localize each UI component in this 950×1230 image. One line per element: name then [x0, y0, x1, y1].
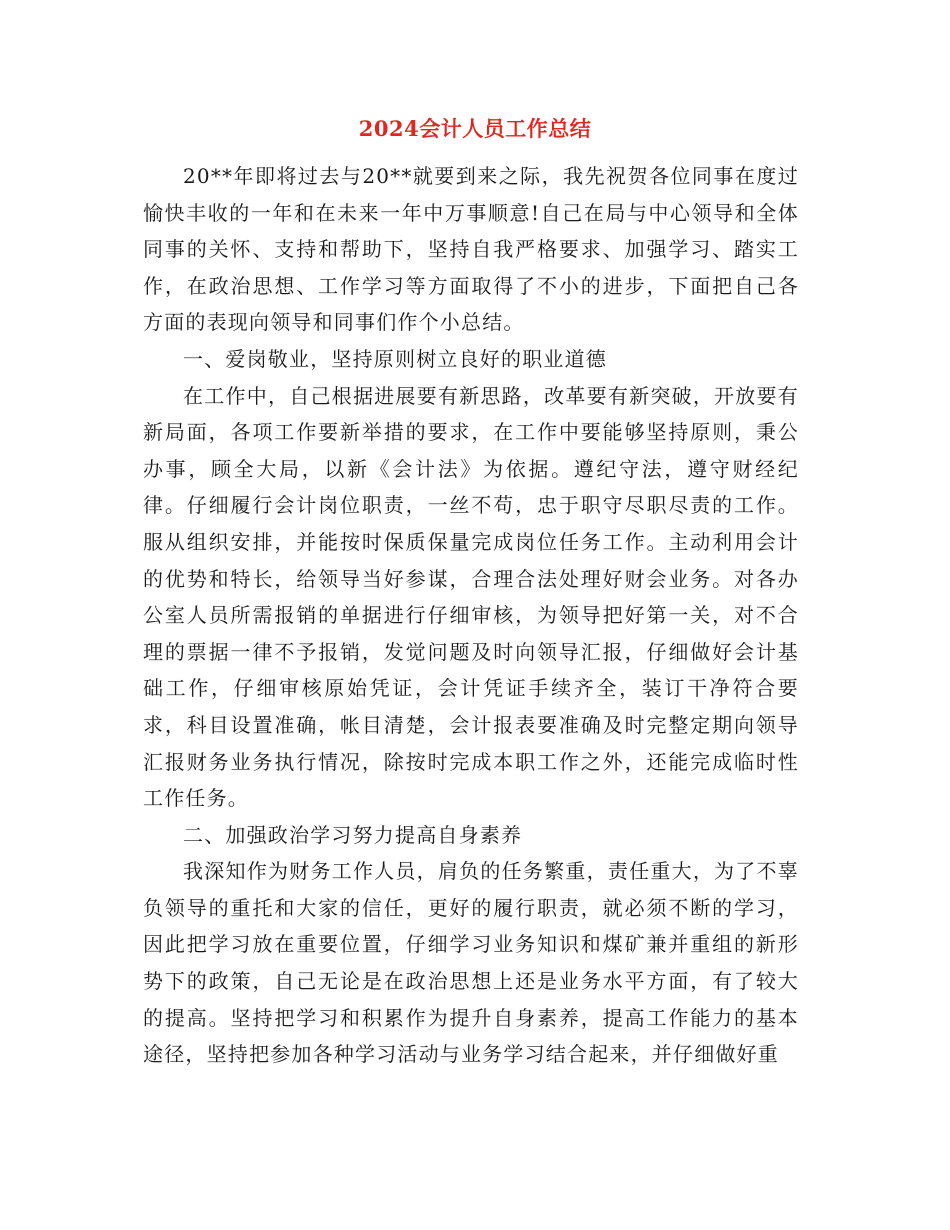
- document-body: [143, 158, 799, 1073]
- paragraph-section-2: 我深知作为财务工作人员，肩负的任务繁重，责任重大，为了不辜负领导的重托和大家的信任，更好的履行职责，就必须不断的学习，因此把学习放在重要位置，仔细学习业务知识和煤矿兼并重组的新形势下的政策，自己无论是在政治思想上还是业务水平方面，有了较大的提高。坚持把学习和积累作为提升自身素养，提高工作能力的基本途径，坚持把参加各种学习活动与业务学习结合起来，并仔细做好重: [143, 859, 799, 1067]
- paragraph-section-1: 在工作中，自己根据进展要有新思路，改革要有新突破，开放要有新局面，各项工作要新举措的要求，在工作中要能够坚持原则，秉公办事，顾全大局，以新《会计法》为依据。遵纪守法，遵守财经纪律。仔细履行会计岗位职责，一丝不苟，忠于职守尽职尽责的工作。服从组织安排，并能按时保质保量完成岗位任务工作。主动利用会计的优势和特长，给领导当好参谋，合理合法处理好财会业务。对各办公室人员所需报销的单据进行仔细审核，为领导把好第一关，对不合理的票据一律不予报销，发觉问题及时向领导汇报，仔细做好会计基础工作，仔细审核原始凭证，会计凭证手续齐全，装订干净符合要求，科目设置准确，帐目清楚，会计报表要准确及时完整定期向领导汇报财务业务执行情况，除按时完成本职工作之外，还能完成临时性工作任务。: [143, 383, 799, 811]
- section-heading-2: 二、加强政治学习努力提高自身素养: [183, 822, 523, 847]
- paragraph-intro: 20**年即将过去与20**就要到来之际，我先祝贺各位同事在度过愉快丰收的一年和在未来一年中万事顺意!自己在局与中心领导和全体同事的关怀、支持和帮助下，坚持自我严格要求、加强学习、踏实工作，在政治思想、工作学习等方面取得了不小的进步，下面把自己各方面的表现向领导和同事们作个小总结。: [143, 164, 799, 335]
- document-title: 2024会计人员工作总结: [358, 116, 592, 141]
- section-heading-1: 一、爱岗敬业，坚持原则树立良好的职业道德: [183, 346, 607, 371]
